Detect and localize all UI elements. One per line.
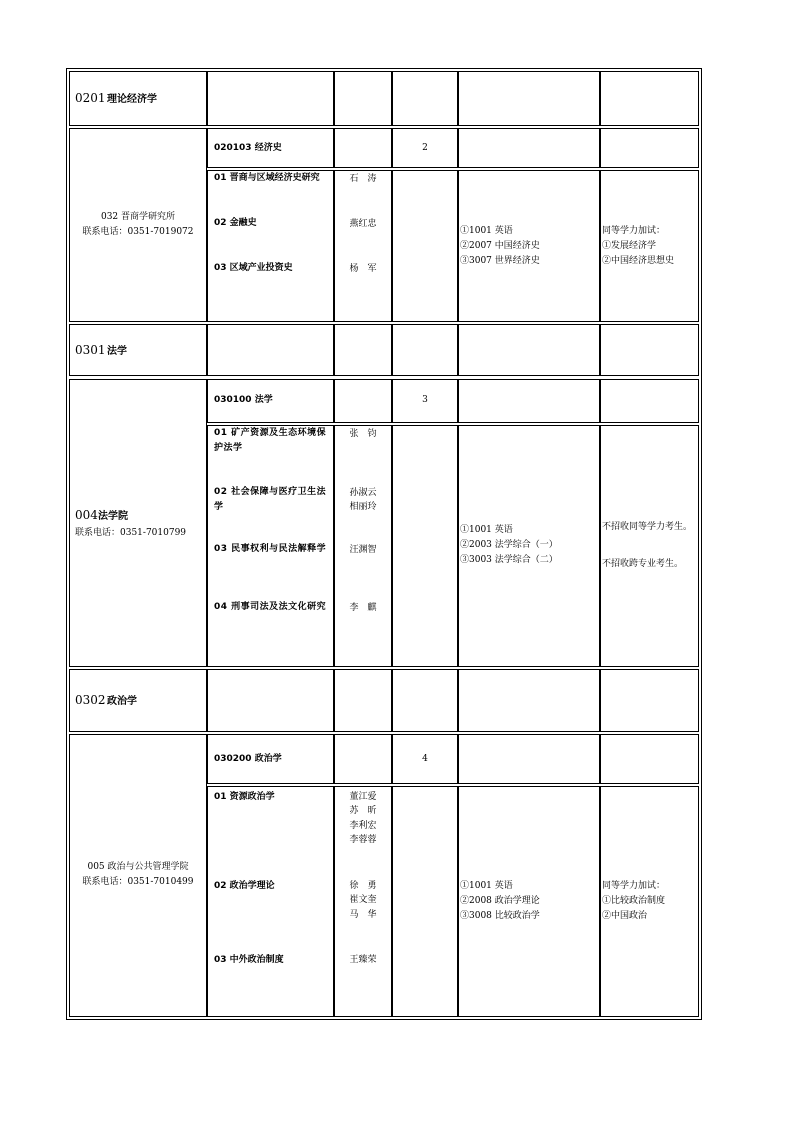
major-name: 030100 法学 xyxy=(214,395,273,405)
directions-cell xyxy=(207,170,334,322)
note-line: 不招收跨专业考生。 xyxy=(602,559,684,569)
direction-item: 02 社会保障与医疗卫生法学 xyxy=(214,487,327,512)
quota-value: 2 xyxy=(422,143,428,153)
teacher-name: 马 华 xyxy=(349,910,377,920)
empty-cell xyxy=(458,128,600,168)
empty-cell xyxy=(392,669,458,732)
note-line: 不招收同等学力考生。 xyxy=(602,522,693,532)
unit-cell xyxy=(69,379,207,667)
notes-cell xyxy=(600,170,699,322)
exams-cell xyxy=(458,786,600,1017)
directions-cell xyxy=(207,786,334,1017)
quota-cell xyxy=(392,379,458,423)
unit-cell xyxy=(69,128,207,322)
major-cell xyxy=(207,379,334,423)
direction-item: 03 民事权利与民法解释学 xyxy=(214,544,327,554)
note-line: ①比较政治制度 xyxy=(602,896,666,906)
admissions-table xyxy=(66,68,702,1020)
note-line: 同等学力加试： xyxy=(602,226,666,236)
empty-cell xyxy=(458,324,600,376)
empty-cell xyxy=(600,669,699,732)
teacher-name: 汪渊智 xyxy=(349,545,377,555)
quota-value: 3 xyxy=(422,395,428,405)
exam-subject: ①1001 英语 xyxy=(460,881,513,891)
empty-cell xyxy=(334,71,392,126)
teacher-name: 燕红忠 xyxy=(349,219,377,229)
empty-cell xyxy=(334,669,392,732)
exams-cell xyxy=(458,170,600,322)
unit-phone: 联系电话：0351-7010499 xyxy=(82,877,194,887)
teacher-name: 李蓉蓉 xyxy=(349,835,377,845)
exam-subject: ②2007 中国经济史 xyxy=(460,241,540,251)
teacher-name: 张 钧 xyxy=(349,429,377,439)
section-name: 法学 xyxy=(107,346,127,357)
quota-value: 4 xyxy=(422,754,428,764)
exam-subject: ③3003 法学综合（二） xyxy=(460,555,558,565)
unit-phone: 联系电话：0351-7019072 xyxy=(82,227,194,237)
empty-cell xyxy=(600,324,699,376)
section-name: 理论经济学 xyxy=(107,94,157,105)
empty-cell xyxy=(334,128,392,168)
exam-subject: ①1001 英语 xyxy=(460,525,513,535)
exam-subject: ③3008 比较政治学 xyxy=(460,911,540,921)
unit-phone: 联系电话：0351-7010799 xyxy=(75,528,187,538)
direction-item: 01 晋商与区域经济史研究 xyxy=(214,173,320,183)
section-code: 0302 xyxy=(75,693,106,707)
empty-cell xyxy=(458,734,600,784)
empty-cell xyxy=(392,425,458,667)
teacher-name: 董江爱 xyxy=(349,792,377,802)
notes-cell xyxy=(600,786,699,1017)
empty-cell xyxy=(458,71,600,126)
empty-cell xyxy=(207,324,334,376)
teacher-name: 李 麒 xyxy=(349,603,377,613)
directions-cell xyxy=(207,425,334,667)
empty-cell xyxy=(334,734,392,784)
teachers-cell xyxy=(334,425,392,667)
teacher-name: 石 涛 xyxy=(349,174,377,184)
empty-cell xyxy=(334,379,392,423)
section-code: 0301 xyxy=(75,343,106,357)
direction-item: 04 刑事司法及法文化研究 xyxy=(214,602,327,612)
direction-item: 01 矿产资源及生态环境保护法学 xyxy=(214,428,327,453)
major-cell xyxy=(207,128,334,168)
quota-cell xyxy=(392,128,458,168)
quota-cell xyxy=(392,734,458,784)
section-name: 政治学 xyxy=(107,696,137,707)
empty-cell xyxy=(600,128,699,168)
notes-cell xyxy=(600,425,699,667)
section-header-cell xyxy=(69,71,207,126)
teacher-name: 王臻荣 xyxy=(349,955,377,965)
teacher-name: 杨 军 xyxy=(349,264,377,274)
unit-name: 005 政治与公共管理学院 xyxy=(87,862,189,872)
direction-item: 01 资源政治学 xyxy=(214,792,275,802)
exam-subject: ②2003 法学综合（一） xyxy=(460,540,558,550)
direction-item: 02 政治学理论 xyxy=(214,881,275,891)
exam-subject: ①1001 英语 xyxy=(460,226,513,236)
unit-code: 004 xyxy=(75,508,98,522)
unit-cell xyxy=(69,734,207,1017)
empty-cell xyxy=(600,734,699,784)
exam-subject: ③3007 世界经济史 xyxy=(460,256,540,266)
teacher-name: 崔文奎 xyxy=(349,895,377,905)
empty-cell xyxy=(392,324,458,376)
section-header-cell xyxy=(69,669,207,732)
direction-item: 03 中外政治制度 xyxy=(214,955,284,965)
exams-cell xyxy=(458,425,600,667)
empty-cell xyxy=(392,170,458,322)
unit-name: 法学院 xyxy=(98,511,128,522)
teacher-name: 苏 昕 xyxy=(349,806,377,816)
direction-item: 03 区域产业投资史 xyxy=(214,263,293,273)
note-line: ②中国经济思想史 xyxy=(602,256,675,266)
unit-name: 032 晋商学研究所 xyxy=(100,212,176,222)
note-line: ①发展经济学 xyxy=(602,241,657,251)
major-cell xyxy=(207,734,334,784)
teacher-name: 徐 勇 xyxy=(349,881,377,891)
teacher-name: 孙淑云 xyxy=(349,488,377,498)
exam-subject: ②2008 政治学理论 xyxy=(460,896,540,906)
teachers-cell xyxy=(334,786,392,1017)
empty-cell xyxy=(600,71,699,126)
teacher-name: 相丽玲 xyxy=(349,502,377,512)
empty-cell xyxy=(334,324,392,376)
major-name: 030200 政治学 xyxy=(214,754,282,764)
empty-cell xyxy=(600,379,699,423)
section-header-cell xyxy=(69,324,207,376)
major-name: 020103 经济史 xyxy=(214,143,282,153)
empty-cell xyxy=(458,669,600,732)
teachers-cell xyxy=(334,170,392,322)
section-code: 0201 xyxy=(75,91,106,105)
teacher-name: 李利宏 xyxy=(349,821,377,831)
empty-cell xyxy=(458,379,600,423)
direction-item: 02 金融史 xyxy=(214,218,257,228)
empty-cell xyxy=(392,71,458,126)
empty-cell xyxy=(392,786,458,1017)
note-line: 同等学力加试： xyxy=(602,881,666,891)
note-line: ②中国政治 xyxy=(602,911,648,921)
empty-cell xyxy=(207,71,334,126)
empty-cell xyxy=(207,669,334,732)
